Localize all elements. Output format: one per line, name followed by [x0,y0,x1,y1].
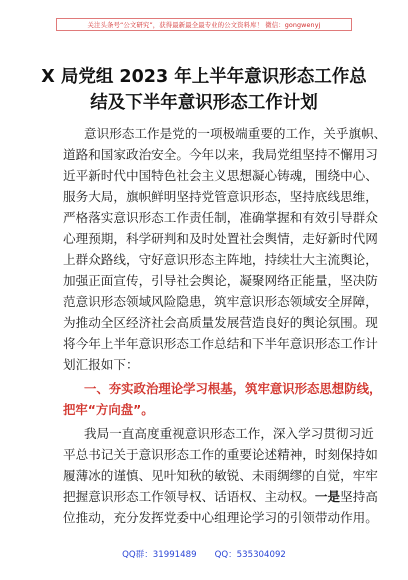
paragraph-1-line: 划汇报如下： [63,357,139,372]
paragraph-1-line: 加强正面宣传，引导社会舆论，凝聚网络正能量，坚决防 [63,273,378,288]
section-heading-line-1: 一、夯实政治理论学习根基，筑牢意识形态思想防线， [84,381,382,396]
paragraph-1-line: 近平新时代中国特色社会主义思想凝心铸魂，围绕中心、 [63,168,378,183]
paragraph-1-line: 严格落实意识形态工作责任制，准确掌握和有效引导群众 [63,210,378,225]
document-title-line-2: 结及下半年意识形态工作计划 [90,93,318,113]
paragraph-2-line: 平总书记关于意识形态工作的重要论述精神，时刻保持如 [63,447,378,462]
paragraph-2-line-with-emphasis [63,486,378,507]
document-title-line-1: X 局党组 2023 年上半年意识形态工作总 [41,67,367,87]
paragraph-1-line: 范意识形态领域风险隐患，筑牢意识形态领域安全屏障， [63,294,378,309]
paragraph-1-line: 意识形态工作是党的一项极端重要的工作，关乎旗帜、 [84,126,387,141]
paragraph-2-line-tail: 坚持高 [340,489,378,504]
promo-banner [56,18,352,31]
emphasis-marker: 一是 [314,489,341,504]
paragraph-1-line: 道路和国家政治安全。今年以来，我局党组坚持不懈用习 [63,147,378,162]
promo-banner-text: 关注头条号“公文研究”，获得最新最全最专业的公文资料库！ 微信：gongwenyj [87,21,321,29]
paragraph-2-line: 位推动，充分发挥党委中心组理论学习的引领带动作用。 [63,510,378,525]
paragraph-2-line-text: 把握意识形态工作领导权、话语权、主动权。 [63,489,315,504]
section-heading-line-2: 把牢“方向盘”。 [63,402,154,417]
footer-contact [0,548,408,560]
footer-qq: QQ：535304092 [214,550,286,560]
footer-qq-group: QQ群：31991489 [122,550,197,560]
paragraph-1-line: 服务大局，旗帜鲜明坚持党管意识形态，坚持底线思维， [63,189,378,204]
paragraph-1-line: 为推动全区经济社会高质量发展营造良好的舆论氛围。现 [63,315,378,330]
paragraph-1-line: 将今年上半年意识形态工作总结和下半年意识形态工作计 [63,336,378,351]
paragraph-2-line: 履薄冰的谨慎、见叶知秋的敏锐、未雨绸缪的自觉，牢牢 [63,468,378,483]
paragraph-1-line: 上群众路线，守好意识形态主阵地，持续壮大主流舆论， [63,252,378,267]
paragraph-2-line: 我局一直高度重视意识形态工作，深入学习贯彻习近 [84,426,374,441]
paragraph-1-line: 心理预期，科学研判和及时处置社会舆情，走好新时代网 [63,231,378,246]
